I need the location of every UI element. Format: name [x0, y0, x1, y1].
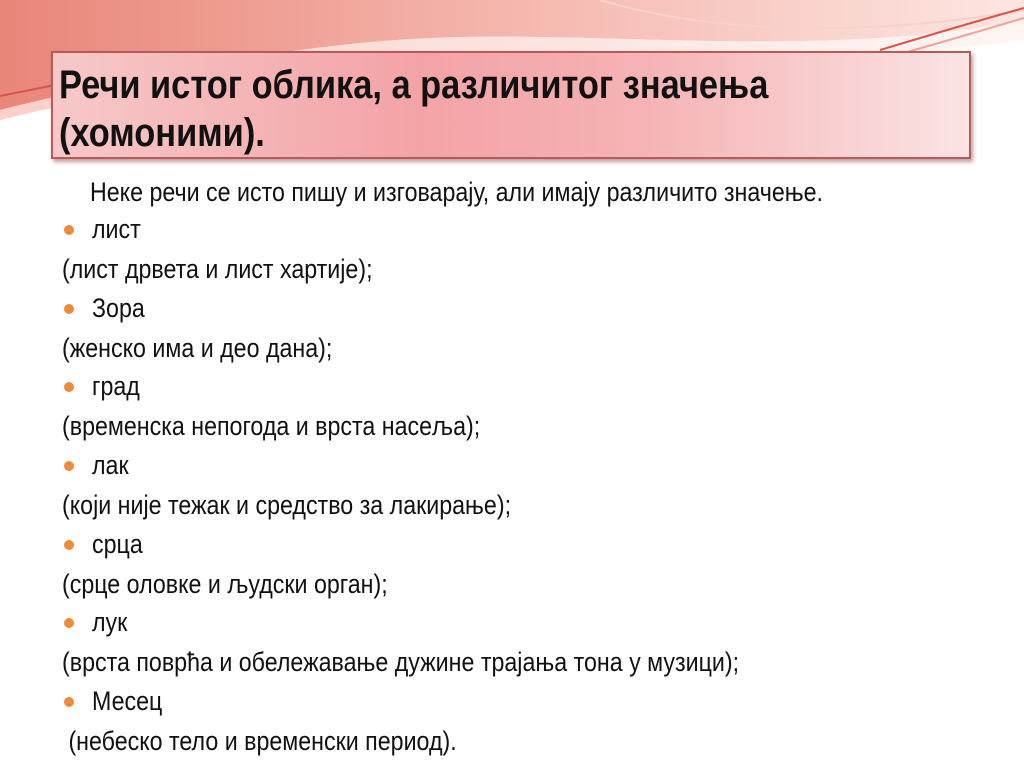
item-meaning: (лист дрвета и лист хартије);: [62, 254, 373, 284]
bullet-icon: [64, 618, 74, 628]
item-word: Зора: [92, 293, 145, 323]
item-word: лук: [92, 607, 128, 637]
bullet-icon: [64, 540, 74, 550]
item-word: лист: [92, 214, 141, 244]
intro-text: Неке речи се исто пишу и изговарају, али имају различито значење.: [90, 177, 824, 207]
bullet-icon: [64, 225, 74, 235]
item-word: град: [92, 371, 140, 401]
item-meaning: (који није тежак и средство за лакирање);: [62, 490, 512, 520]
bullet-icon: [64, 461, 74, 471]
bullet-icon: [64, 697, 74, 707]
item-meaning: (врста поврћа и обележавање дужине трајања тона у музици);: [62, 647, 740, 677]
bullet-icon: [64, 304, 74, 314]
item-meaning: (временска непогода и врста насеља);: [62, 411, 481, 441]
item-word: Месец: [92, 686, 163, 716]
item-word: лак: [92, 450, 129, 480]
item-meaning: (женско има и део дана);: [62, 333, 333, 363]
item-word: срца: [92, 529, 143, 559]
page-title: Речи истог облика, а различитог значења (хомоними).: [59, 63, 769, 155]
bullet-icon: [64, 382, 74, 392]
item-meaning: (небеско тело и временски период).: [62, 726, 457, 756]
item-meaning: (срце оловке и људски орган);: [62, 569, 388, 599]
